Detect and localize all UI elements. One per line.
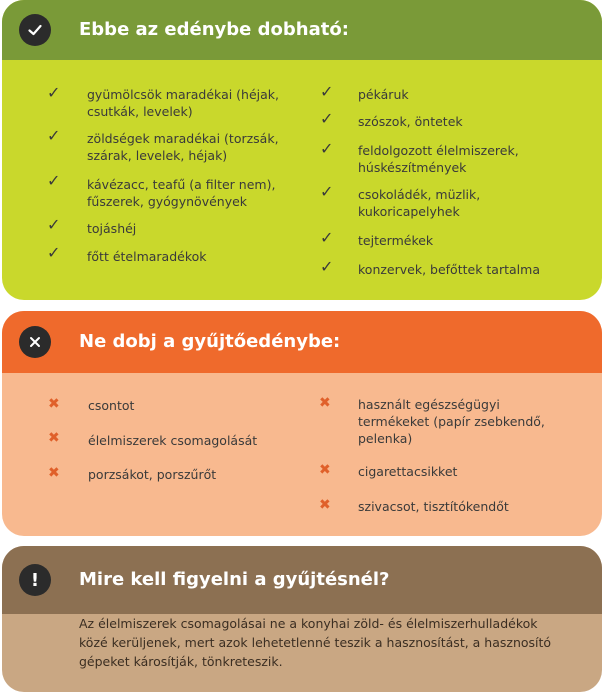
check-mark-icon: ✓	[320, 257, 334, 276]
cross-mark-icon: ✖	[319, 462, 331, 478]
forbidden-right-list: ✖ használt egészségügyi termékeket (papír zsebkendő, pelenka) ✖ cigarettacsikket ✖ szivacsot, tisztítókendőt	[319, 395, 545, 514]
notice-text: Az élelmiszerek csomagolásai ne a konyhai zöld- és élelmiszerhulladékok közé kerüljenek, mert azok lehetetlenné teszik a hasznosítást, a hasznosító gépeket károsítják, tönkreteszik.	[79, 616, 552, 669]
check-mark-icon: ✓	[320, 139, 334, 158]
check-mark-icon: ✓	[47, 171, 61, 190]
forbidden-left-list: ✖ csontot ✖ élelmiszerek csomagolását ✖ porzsákot, porszűrőt	[48, 396, 258, 482]
check-mark-icon: ✓	[47, 126, 61, 145]
check-mark-icon: ✓	[320, 109, 334, 128]
forbidden-title: Ne dobj a gyűjtőedénybe:	[79, 331, 341, 352]
cross-mark-icon: ✖	[319, 497, 331, 513]
notice-title: Mire kell figyelni a gyűjtésnél?	[79, 569, 390, 590]
allowed-left-list: ✓ gyümölcsök maradékai (héjak, csutkák, levelek) ✓ zöldségek maradékai (torzsák, szárak, levelek, héjak) ✓ kávézacc, teafű (a filter nem), fűszerek, gyógynövények ✓ tojáshéj ✓ főtt ételmaradékok	[47, 83, 280, 264]
check-mark-icon: ✓	[320, 228, 334, 247]
check-mark-icon: ✓	[47, 215, 61, 234]
forbidden-card	[2, 311, 602, 536]
allowed-title: Ebbe az edénybe dobható:	[79, 19, 349, 40]
cross-mark-icon: ✖	[319, 395, 331, 411]
cross-mark-icon: ✖	[48, 430, 60, 446]
check-mark-icon: ✓	[47, 83, 61, 102]
check-mark-icon: ✓	[320, 182, 334, 201]
check-mark-icon: ✓	[47, 243, 61, 262]
notice-card	[2, 546, 602, 692]
notice-header	[2, 546, 602, 614]
allowed-card	[2, 0, 602, 300]
allowed-right-list: ✓ pékáruk ✓ szószok, öntetek ✓ feldolgozott élelmiszerek, húskészítmények ✓ csokoládék, müzlik, kukoricapelyhek ✓ tejtermékek ✓ konzervek, befőttek tartalma	[320, 82, 540, 277]
exclamation-icon: !	[19, 564, 51, 596]
check-mark-icon: ✓	[320, 82, 334, 101]
cross-mark-icon: ✖	[48, 396, 60, 412]
cross-mark-icon: ✖	[48, 465, 60, 481]
